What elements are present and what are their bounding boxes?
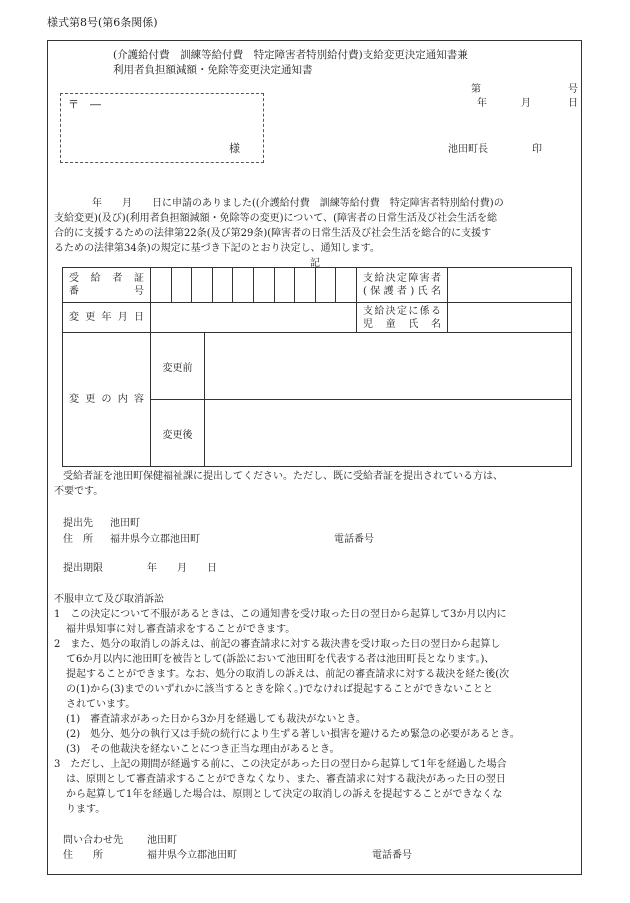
number-dai: 第 [471, 84, 481, 95]
appeal-item3-line1: 3 ただし、上記の期間が経過する前に、この決定があった日の翌日から起算して1年を経過した場合 [54, 759, 507, 770]
contact-value: 池田町 [147, 835, 177, 846]
date-tsuki: 月 [521, 98, 531, 109]
date-hi: 日 [568, 98, 578, 109]
cert-label [63, 268, 151, 303]
contact-addr-value: 福井県今立郡池田町 [147, 850, 237, 861]
before-value[interactable] [205, 333, 572, 400]
row-change-date [63, 303, 572, 333]
child-label-1: 支給決定に係る [363, 305, 441, 317]
child-name-value[interactable] [448, 303, 572, 333]
intro-line-3: 合的に支援するための法律第22条(及び第29条)(障害者の日常生活及び社会生活を総合的に支援す [54, 228, 492, 239]
after-label: 変更後 [151, 400, 205, 467]
ki-heading: 記 [310, 258, 320, 269]
postal-mark: 〒 ― [68, 98, 101, 111]
holder-label [357, 268, 448, 303]
deadline-label: 提出期限 [63, 563, 103, 574]
appeal-sub1: (1) 審査請求があった日から3か月を経過しても裁決がないとき。 [66, 714, 367, 725]
appeal-item3-line3: から起算して1年を経過した場合は、原則として決定の取消しの訴えを提起することができなくな [66, 789, 503, 800]
form-label: 様式第8号(第6条関係) [47, 16, 158, 29]
addressee-sama: 様 [229, 142, 240, 155]
appeal-heading: 不服申立て及び取消訴訟 [54, 594, 164, 605]
child-label-2: 児童氏名 [363, 318, 441, 330]
number-go: 号 [568, 84, 578, 95]
appeal-item2-line3: 提起することができます。なお、処分の取消しの訴えは、前記の審査請求に対する裁決を経た後(次 [66, 669, 510, 680]
note-line-1: 受給者証を池田町保健福祉課に提出してください。ただし、既に受給者証を提出されている方は、 [63, 471, 503, 482]
appeal-item3-line2: は、原則として審査請求することができなくなり、また、審査請求に対する裁決があった日の翌日 [66, 774, 506, 785]
appeal-item2-line2: て6か月以内に池田町を被告として(訴訟において池田町を代表する者は池田町長となります。)、 [66, 654, 495, 665]
appeal-item2-line5: されています。 [66, 699, 136, 710]
submit-to-label: 提出先 [63, 518, 93, 529]
cert-number-grid [151, 268, 356, 302]
appeal-sub2: (2) 処分、処分の執行又は手続の続行により生ずる著しい損害を避けるため緊急の必要があるとき。 [66, 729, 520, 740]
before-label: 変更前 [151, 333, 205, 400]
submit-addr-label: 住 所 [63, 534, 93, 545]
row-change-before [63, 333, 572, 400]
note-line-2: 不要です。 [54, 486, 104, 497]
intro-line-1: 年 月 日に申請のありました((介護給付費 訓練等給付費 特定障害者特別給付費)の [92, 198, 504, 209]
after-value[interactable] [205, 400, 572, 467]
date-nen: 年 [477, 98, 487, 109]
appeal-item1-line1: 1 この決定について不服があるときは、この通知書を受け取った日の翌日から起算して3か月以内に [54, 609, 507, 620]
child-label [357, 303, 448, 333]
submit-to-value: 池田町 [110, 518, 140, 529]
contact-label: 問い合わせ先 [63, 835, 123, 846]
appeal-item2-line1: 2 また、処分の取消しの訴えは、前記の審査請求に対する裁決書を受け取った日の翌日から起算し [54, 639, 501, 650]
submit-phone-label: 電話番号 [334, 534, 374, 545]
cert-label-1: 受給者証 [69, 273, 144, 284]
holder-name-value[interactable] [448, 268, 572, 303]
seal: 印 [532, 144, 542, 155]
holder-label-1: 支給決定障害者 [363, 273, 441, 284]
content-label: 変更の内容 [63, 333, 151, 467]
title-line-2: 利用者負担額減額・免除等変更決定通知書 [113, 64, 313, 76]
holder-label-2: (保護者)氏名 [363, 286, 441, 297]
deadline-date: 年 月 日 [147, 563, 217, 574]
appeal-item2-line4: の(1)から(3)までのいずれかに該当するときを除く。)でなければ提起することができないことと [66, 684, 494, 695]
change-date-label: 変更年月日 [63, 303, 151, 333]
submit-addr-value: 福井県今立郡池田町 [110, 534, 200, 545]
intro-line-4: るための法律第34条)の規定に基づき下記のとおり決定し、通知します。 [54, 243, 380, 254]
change-date-value[interactable] [151, 303, 357, 333]
contact-addr-label: 住 所 [63, 850, 103, 861]
appeal-item3-line4: ります。 [66, 804, 106, 815]
appeal-sub3: (3) その他裁決を経ないことにつき正当な理由があるとき。 [66, 744, 340, 755]
title-line-1: (介護給付費 訓練等給付費 特定障害者特別給付費)支給変更決定通知書兼 [113, 49, 468, 61]
cert-label-2: 番号 [69, 286, 144, 297]
contact-phone-label: 電話番号 [372, 850, 412, 861]
cert-number-cells[interactable] [151, 268, 357, 303]
appeal-item1-line2: 福井県知事に対し審査請求をすることができます。 [66, 624, 296, 635]
issuer: 池田町長 [448, 144, 488, 155]
intro-line-2: 支給変更)(及び)(利用者負担額減額・免除等の変更)について、(障害者の日常生活及び社会生活を総 [54, 213, 498, 224]
row-certificate [63, 268, 572, 303]
decision-table [62, 267, 572, 467]
